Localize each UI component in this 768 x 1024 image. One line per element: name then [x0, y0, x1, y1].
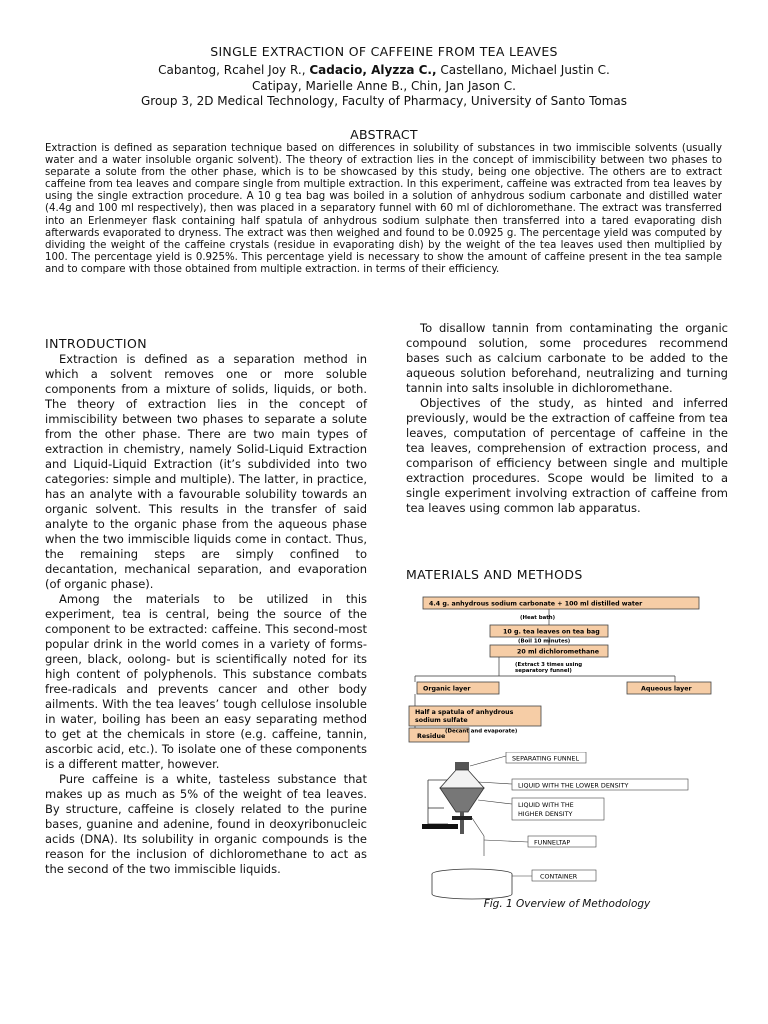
intro-paragraph-4: To disallow tannin from contaminating the organic compound solution, some procedures recommend bases such as calcium carbonate to be added to the aqueous solution beforehand, neutralizing and turning tannin into salts insoluble in dichloromethane.: [406, 321, 728, 395]
flow-box-residue-label: Residue: [417, 733, 446, 740]
funnel-lower-liquid: [440, 788, 484, 812]
right-column: [406, 321, 728, 516]
introduction-heading: INTRODUCTION: [45, 336, 148, 351]
flow-box-tea-leaves-label: 10 g. tea leaves on tea bag: [503, 628, 600, 636]
flow-box-organic-layer-label: Organic layer: [423, 685, 471, 693]
author-block: [100, 63, 668, 110]
funnel-tap: [452, 816, 472, 820]
flow-note-boil: (Boil 10 minutes): [518, 638, 571, 645]
intro-paragraph-5: Objectives of the study, as hinted and inferred previously, would be the extraction of caffeine from tea leaves, computation of percentage of caffeine in the tea leaves, comprehension of extraction process, and comparison of efficiency between single and multiple extraction procedures. Scope would be limited to a single experiment involving extraction of caffeine from tea leaves using common lab apparatus.: [406, 396, 728, 515]
flow-box-dichloromethane-label: 20 ml dichloromethane: [517, 648, 599, 656]
label-lower-density: LIQUID WITH THE LOWER DENSITY: [518, 781, 629, 790]
flow-box-sodium-sulfate-label-a: Half a spatula of anhydrous: [415, 709, 514, 716]
flow-box-reagents-label: 4.4 g. anhydrous sodium carbonate + 100 ml distilled water: [429, 600, 643, 608]
stand-base: [422, 824, 458, 829]
abstract-heading: ABSTRACT: [350, 127, 418, 142]
authors-name-bold: Cadacio, Alyzza C.,: [309, 63, 437, 77]
left-column: [45, 336, 367, 877]
funnel-upper-liquid: [440, 770, 484, 788]
intro-paragraph-2: Among the materials to be utilized in this experiment, tea is central, being the source of the component to be extracted: caffeine. This second-most popular drink in the world comes in a variety of forms-green, black, oolong- but is scientifically noted for its high content of polyphenols. This substance combats free-radicals and prevents cancer and other body ailments. With the tea leaves’ tough cellulose insoluble in water, boiling has been an easy separating method to get at the chemicals in store (e.g. caffeine, tannin, ascorbic acid, etc.). To isolate one of these components is a different matter, however.: [45, 592, 367, 771]
separating-funnel-diagram: [420, 752, 720, 900]
authors-line-1: [100, 63, 668, 79]
flow-note-decant: (Decant and evaporate): [445, 728, 518, 735]
intro-paragraph-3: Pure caffeine is a white, tasteless substance that makes up as much as 5% of the weight of tea leaves. By structure, caffeine is closely related to the purine bases, guanine and adenine, found in deoxyribonucleic acids (DNA). Its solubility in organic compounds is the reason for the inclusion of dichloromethane to act as the second of the two immiscible liquids.: [45, 772, 367, 876]
authors-line-2: Catipay, Marielle Anne B., Chin, Jan Jason C.: [252, 78, 516, 93]
authors-name-c: Castellano, Michael Justin C.: [436, 63, 610, 77]
flow-note-heat-bath: (Heat bath): [520, 615, 556, 621]
methodology-flowchart: [405, 592, 737, 752]
methods-heading: MATERIALS AND METHODS: [406, 567, 583, 582]
label-container: CONTAINER: [540, 872, 578, 881]
affiliation: Group 3, 2D Medical Technology, Faculty of Pharmacy, University of Santo Tomas: [140, 94, 627, 108]
label-higher-density-a: LIQUID WITH THE: [518, 801, 574, 809]
paper-title: SINGLE EXTRACTION OF CAFFEINE FROM TEA LEAVES: [210, 44, 558, 59]
label-separating-funnel: SEPARATING FUNNEL: [512, 754, 580, 763]
label-higher-density-b: HIGHER DENSITY: [518, 810, 573, 818]
authors-name-a: Cabantog, Rcahel Joy R.,: [158, 63, 310, 77]
funnel-stem: [460, 812, 464, 834]
label-funnel-tap: FUNNELTAP: [534, 838, 571, 847]
abstract-text: Extraction is defined as separation technique based on differences in solubility of substances in two immiscible solvents (usually water and a water insoluble organic solvent). The theory of extraction lies in the concept of immiscibility between two phases to separate a solute from the other phase, which is to be showcased by this study, being one objective. The others are to extract caffeine from tea leaves and compare single from multiple extraction. In this experiment, caffeine was extracted from tea leaves by using the single extraction procedure. A 10 g tea bag was boiled in a solution of anhydrous sodium carbonate and distilled water (4.4g and 100 ml respectively), then was placed in a separatory funnel with 60 ml of dichloromethane. The extract was transferred into an Erlenmeyer flask containing half spatula of anhydrous sodium sulphate then transferred into a tared evaporating dish afterwards evaporated to dryness. The extract was then weighed and found to be 0.0925 g. The percentage yield was computed by dividing the weight of the caffeine crystals (residue in evaporating dish) by the weight of the tea leaves used then multiplied by 100. The percentage yield is 0.925%. This percentage yield is necessary to show the amount of caffeine present in the tea sample and to compare with those obtained from multiple extraction. in terms of their efficiency.: [45, 143, 722, 275]
flow-note-extract-b: separatory funnel): [515, 668, 572, 674]
flow-box-sodium-sulfate-label-b: sodium sulfate: [415, 717, 468, 724]
flow-box-aqueous-layer-label: Aqueous layer: [641, 685, 692, 693]
flow-note-extract-a: (Extract 3 times using: [515, 662, 583, 668]
funnel-stopper: [455, 762, 469, 770]
figure-caption: Fig. 1 Overview of Methodology: [483, 898, 651, 910]
intro-paragraph-1: Extraction is defined as a separation method in which a solvent removes one or more soluble components from a mixture of solids, liquids, or both. The theory of extraction lies in the concept of immiscibility between two phases to separate a solute from the other phase. There are two main types of extraction in chemistry, namely Solid-Liquid Extraction and Liquid-Liquid Extraction (it’s subdivided into two categories: simple and multiple). The latter, in practice, has an analyte with a favourable solubility towards an organic solvent. This results in the transfer of said analyte to the organic phase from the aqueous phase when the two immiscible liquids come in contact. Thus, the remaining steps are simply confined to decantation, mechanical separation, and evaporation (of organic phase).: [45, 352, 367, 591]
container-beaker: [432, 874, 512, 899]
